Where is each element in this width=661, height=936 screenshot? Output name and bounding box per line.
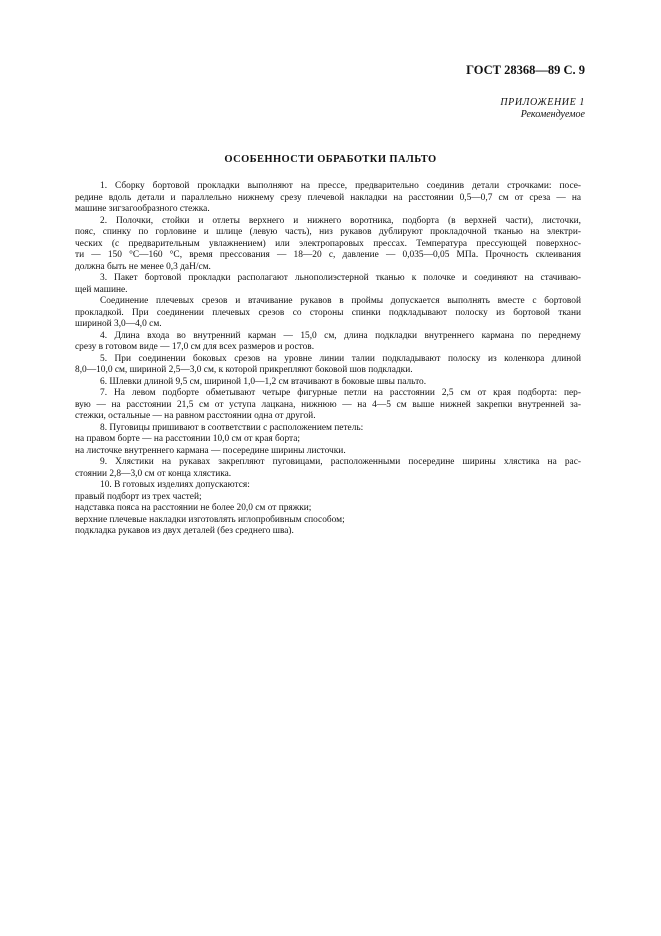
text-line: ческих (с предварительным увлажнением) или электропаровых прессах. Температура прессующей поверхнос- xyxy=(75,238,581,249)
appendix-label-block xyxy=(500,97,585,121)
text-line: 9. Хлястики на рукавах закрепляют пуговицами, расположенными посередине ширины хлястика на рас- xyxy=(100,457,581,467)
text-line: щей машине. xyxy=(75,284,128,295)
text-line: стежки, остальные — на равном расстоянии одна от другой. xyxy=(75,411,316,421)
text-line: вую — на расстоянии 21,5 см от уступа лацкана, нижнюю — на 4—5 см выше нижней закрепки внутренней за- xyxy=(75,399,581,410)
text-line: 3. Пакет бортовой прокладки располагают льнополиэстерной тканью к полочке и соединяют на стачиваю- xyxy=(100,273,581,283)
text-line: 8. Пуговицы пришивают в соответствии с расположением петель: xyxy=(100,422,364,433)
text-line: стоянии 2,8—3,0 см от конца хлястика. xyxy=(75,468,232,479)
text-line: пояс, спинку по горловине и шлице (левую часть), низ рукавов дублируют прокладочной тканью на электри- xyxy=(75,227,581,237)
text-line: надставка пояса на расстоянии не более 20,0 см от пряжки; xyxy=(75,503,312,513)
text-line: подкладка рукавов из двух деталей (без среднего шва). xyxy=(75,526,294,536)
text-line: прокладкой. При соединении плечевых срезов со стороны спинки подкладывают полоску из бортовой ткани xyxy=(75,307,581,318)
text-line: Соединение плечевых срезов и втачивание рукавов в проймы допускается выполнять вместе с бортовой xyxy=(100,296,581,306)
page-header: ГОСТ 28368—89 С. 9 xyxy=(466,63,585,77)
text-line: на листочке внутреннего кармана — посередине ширины листочки. xyxy=(75,445,346,456)
text-line: 7. На левом подборте обметывают четыре фигурные петли на расстоянии 2,5 см от края подборта: пер- xyxy=(100,388,581,398)
text-line: шириной 3,0—4,0 см. xyxy=(75,319,162,329)
text-line: 5. При соединении боковых срезов на уровне линии талии подкладывают полоску из коленкора длиной xyxy=(100,353,581,364)
text-line: 1. Сборку бортовой прокладки выполняют на прессе, предварительно соединив детали строчками: посе- xyxy=(100,181,581,191)
text-line: на правом борте — на расстоянии 10,0 см от края борта; xyxy=(75,434,301,444)
text-line: машине зигзагообразного стежка. xyxy=(75,204,210,214)
text-line: должна быть не менее 0,3 даН/см. xyxy=(75,261,211,272)
appendix-status: Рекомендуемое xyxy=(520,109,585,120)
text-line: 2. Полочки, стойки и отлеты верхнего и нижнего воротника, подборта (в верхней части), листочки, xyxy=(100,215,581,226)
text-line: правый подборт из трех частей; xyxy=(75,491,202,502)
text-line: редине вдоль детали и параллельно нижнему срезу плечевой накладки на расстоянии 0,5—0,7 см от среза — на xyxy=(75,192,581,203)
text-line: 4. Длина входа во внутренний карман — 15,0 см, длина подкладки внутреннего кармана по переднему xyxy=(100,330,581,341)
text-line: 6. Шлевки длиной 9,5 см, шириной 1,0—1,2 см втачивают в боковые швы пальто. xyxy=(100,376,427,387)
text-line: 10. В готовых изделиях допускаются: xyxy=(100,480,250,490)
text-line: ти — 150 °С—160 °С, время прессования — 18—20 с, давление — 0,035—0,05 МПа. Прочность склеивания xyxy=(75,250,581,260)
section-title: ОСОБЕННОСТИ ОБРАБОТКИ ПАЛЬТО xyxy=(224,154,437,165)
text-line: срезу в готовом виде — 17,0 см для всех размеров и ростов. xyxy=(75,342,315,352)
body-text xyxy=(75,181,581,538)
text-line: верхние плечевые накладки изготовлять иглопробивным способом; xyxy=(75,514,345,525)
text-line: 8,0—10,0 см, шириной 2,5—3,0 см, к которой прикрепляют боковой шов подкладки. xyxy=(75,365,413,375)
appendix-label: ПРИЛОЖЕНИЕ 1 xyxy=(500,97,585,108)
